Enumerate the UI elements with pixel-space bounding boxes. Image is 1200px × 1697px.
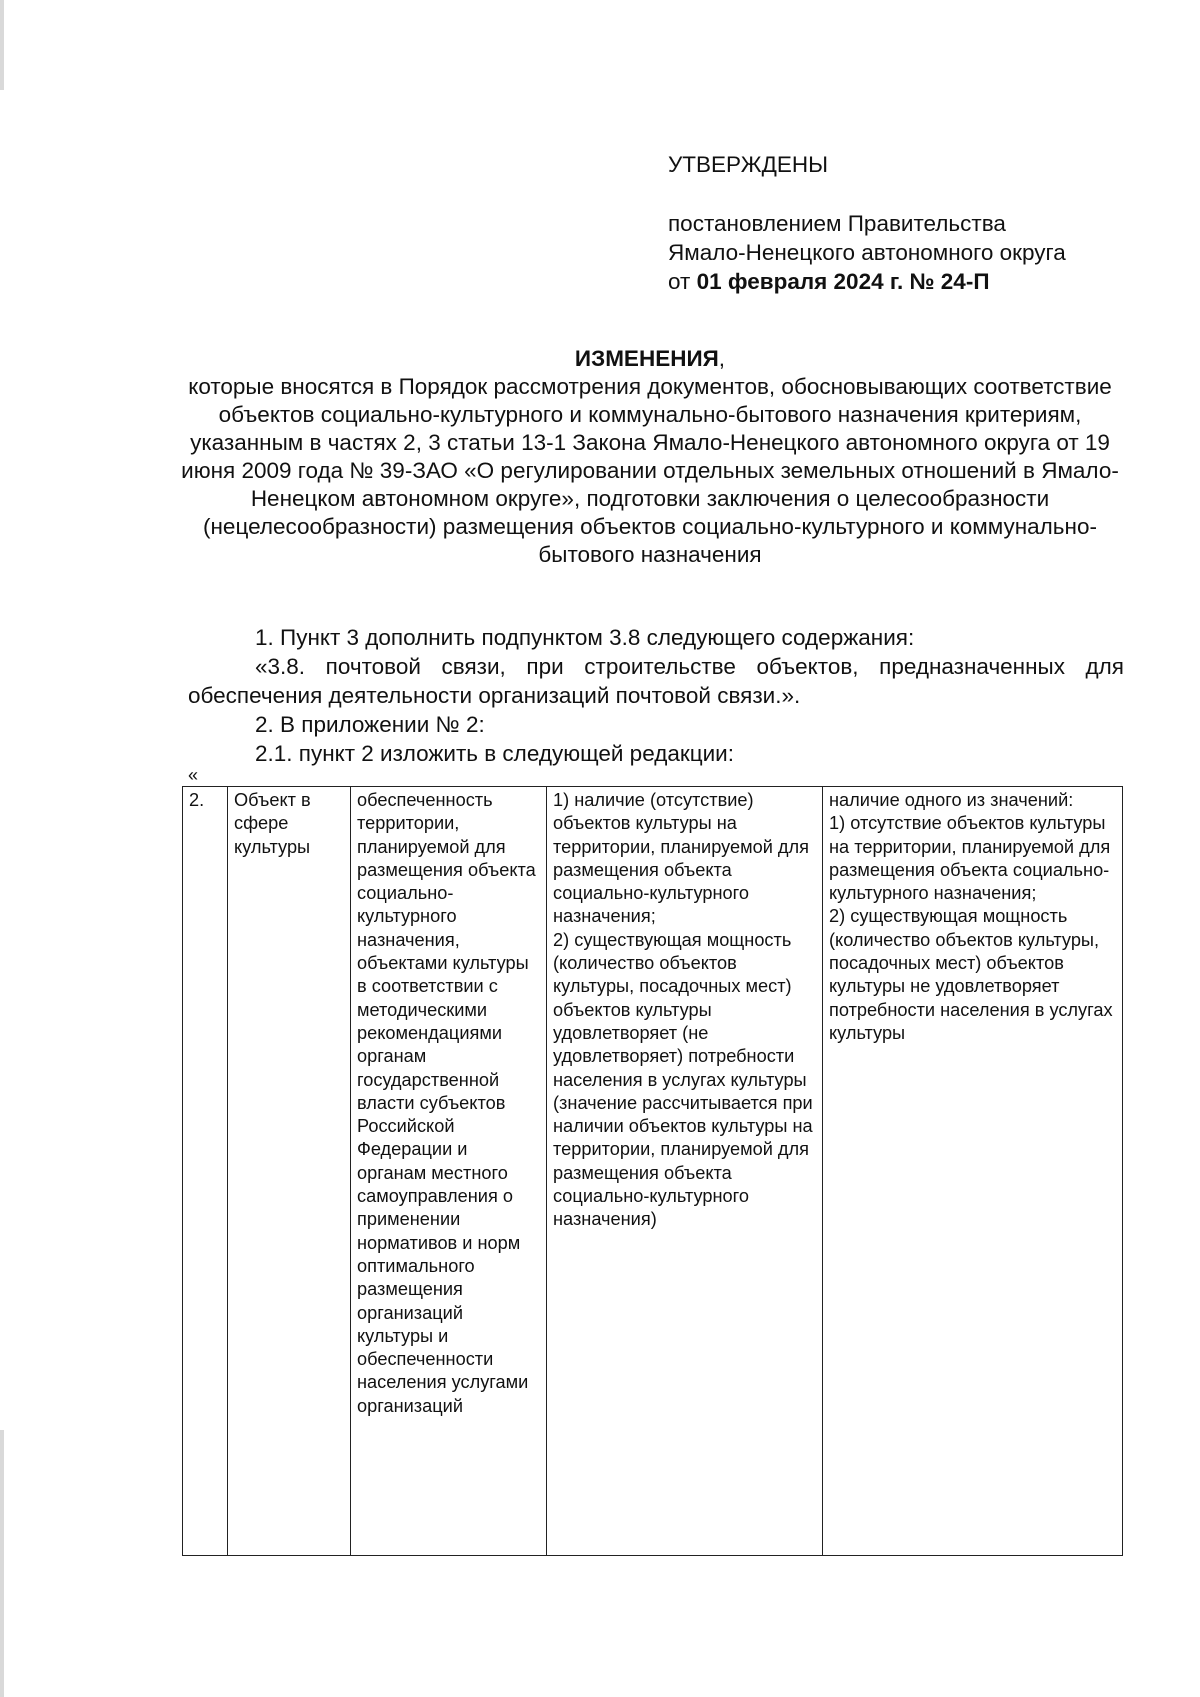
title-heading: ИЗМЕНЕНИЯ: [574, 346, 719, 371]
approval-date-prefix: от: [668, 269, 691, 294]
paragraph-2: 2. В приложении № 2:: [255, 712, 485, 737]
approval-line-2: Ямало-Ненецкого автономного округа: [668, 240, 1066, 265]
cell-value: [823, 787, 1123, 1556]
cell-object-text: Объект в сфере культуры: [234, 790, 311, 857]
title-heading-line: [180, 345, 1120, 373]
cell-indicator: [547, 787, 823, 1556]
approval-date-line: [668, 267, 1066, 296]
approval-stamp: УТВЕРЖДЕНЫ: [668, 152, 828, 177]
cell-number-text: 2.: [189, 790, 205, 810]
cell-criterion-text: обеспеченность территории, планируемой для размещения объекта социально-культурного назначения, объектами культуры в соответствии с методическими рекомендациями органам государственной власти субъектов Российской Федерации и органам местного самоуправления о применении нормативов и норм оптимального размещения организаций культуры и обеспеченности населения услугами организаций: [357, 790, 536, 1416]
approval-line-1: постановлением Правительства: [668, 211, 1006, 236]
title-description: которые вносятся в Порядок рассмотрения документов, обосновывающих соответствие объектов социально-культурного и коммунально-бытового назначения критериям, указанным в частях 2, 3 статьи 13-1 Закона Ямало-Ненецкого автономного округа от 19 июня 2009 года № 39-ЗАО «О регулировании отдельных земельных отношений в Ямало-Ненецком автономном округе», подготовки заключения о целесообразности (нецелесообразности) размещения объектов социально-культурного и коммунально-бытового назначения: [181, 374, 1119, 567]
criteria-table: [182, 786, 1123, 1556]
table-row: [183, 787, 1123, 1556]
scan-edge-shadow: [0, 0, 4, 90]
scan-edge-shadow-bottom: [0, 1430, 4, 1697]
cell-criterion: [351, 787, 547, 1556]
title-heading-suffix: ,: [718, 346, 726, 371]
amendment-text: [188, 623, 1124, 768]
paragraph-2-1: 2.1. пункт 2 изложить в следующей редакции:: [255, 741, 734, 766]
approval-date-number: 01 февраля 2024 г. № 24-П: [696, 269, 990, 294]
cell-object: [228, 787, 351, 1556]
cell-indicator-text: 1) наличие (отсутствие) объектов культуры на территории, планируемой для размещения объекта социально-культурного назначения; 2) существующая мощность (количество объектов культуры, посадочных мест) объектов культуры удовлетворяет (не удовлетворяет) потребности населения в услугах культуры (значение рассчитывается при наличии объектов культуры на территории, планируемой для размещения объекта социально-культурного назначения): [553, 790, 813, 1230]
table-quote-mark: «: [188, 765, 199, 785]
paragraph-1: 1. Пункт 3 дополнить подпунктом 3.8 следующего содержания:: [255, 625, 915, 650]
cell-value-text: наличие одного из значений: 1) отсутствие объектов культуры на территории, планируемой для размещения объекта социально-культурного назначения; 2) существующая мощность (количество объектов культуры, посадочных мест) объектов культуры не удовлетворяет потребности населения в услугах культуры: [829, 790, 1113, 1043]
paragraph-1-quote: «3.8. почтовой связи, при строительстве объектов, предназначенных для обеспечения деятельности организаций почтовой связи.».: [188, 654, 1124, 708]
approval-block: [668, 150, 1066, 296]
cell-number: [183, 787, 228, 1556]
document-title: [180, 345, 1120, 569]
